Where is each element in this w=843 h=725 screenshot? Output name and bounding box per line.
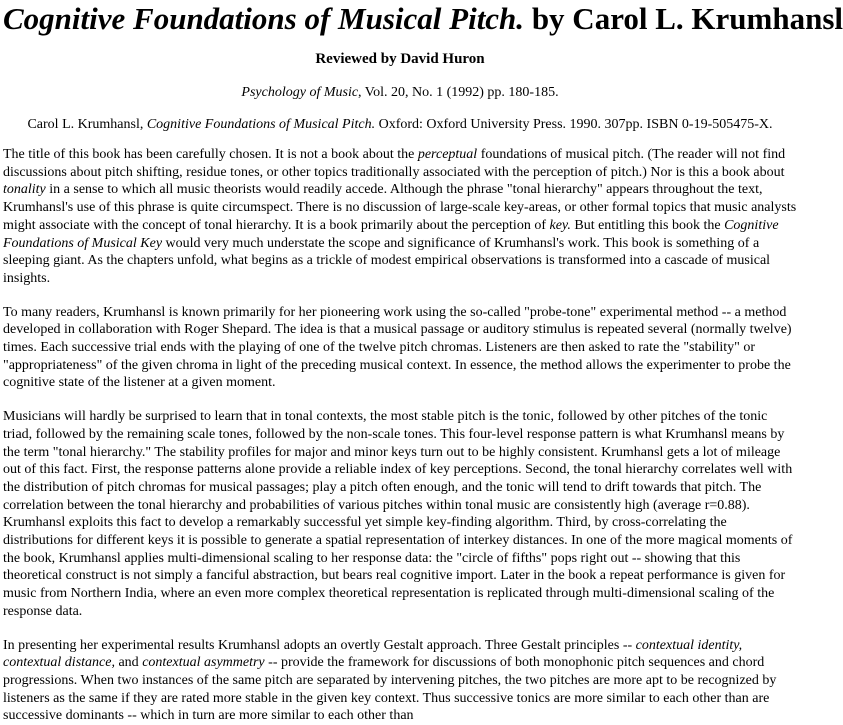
p4-text-a: In presenting her experimental results Krumhansl adopts an overtly Gestalt approach. Three Gestalt principles -- <box>3 637 636 653</box>
paragraph-2: To many readers, Krumhansl is known primarily for her pioneering work using the so-called "probe-tone" experimental method -- a method developed in collaboration with Roger Shepard. The idea is that a musical passage or auditory stimulus is repeated several (normally twelve) times. Each successive trial ends with the playing of one of the twelve pitch chromas. Listeners are then asked to rate the "stability" or "appropriateness" of the given chroma in light of the preceding musical context. In essence, the method allows the experimenter to probe the cognitive state of the listener at a given moment. <box>3 304 792 391</box>
p1-text-a: The title of this book has been carefully chosen. It is not a book about the <box>3 147 418 162</box>
p1-text-g: But entitling this book the <box>570 217 725 233</box>
paragraph-1 <box>3 146 797 288</box>
document-page <box>0 1 843 725</box>
p4-text-e: -- provide the framework for discussions of both monophonic pitch sequences and chord progressions. When two instances of the same pitch are separated by intervening pitches, the two pitches are more apt to be recognized by listeners as the same if they are rated more stable in the given key context. Thus successive tonics are more similar to each other than are successive dominants -- which in turn are more similar to each other than <box>3 655 777 724</box>
p1-italic-title: Cognitive Foundations of Musical Key <box>3 217 779 251</box>
p1-italic-tonality: tonality <box>3 182 46 198</box>
p1-italic-key: key. <box>549 217 571 233</box>
p4-italic-principles: contextual identity, contextual distance, <box>3 637 743 671</box>
reviewer-line: Reviewed by David Huron <box>315 51 485 67</box>
p1-italic-perceptual: perceptual <box>417 147 478 162</box>
book-publisher: Oxford: Oxford University Press. 1990. 307pp. ISBN 0-19-505475-X. <box>375 117 773 132</box>
title-author: by Carol L. Krumhansl <box>524 1 843 36</box>
journal-name: Psychology of Music <box>241 85 359 100</box>
page-title <box>3 1 843 36</box>
journal-citation <box>3 84 797 101</box>
title-book: Cognitive Foundations of Musical Pitch. <box>3 1 525 36</box>
p1-text-e: in a sense to which all music theorists would readily accede. Although the phrase "tonal hierarchy" appears throughout the text, Krumhansl's use of this phrase is quite circumspect. There is no discussion of large-scale key-areas, or other formal topics that music analysts might associate with the concept of tonal hierarchy. It is a book primarily about the perception of <box>3 182 797 233</box>
p1-text-i: would very much understate the scope and significance of Krumhansl's work. This book is something of a sleeping giant. As the chapters unfold, what begins as a trickle of modest empirical observations is transformed into a cascade of musical insights. <box>3 235 771 286</box>
book-title: Cognitive Foundations of Musical Pitch. <box>146 117 376 132</box>
book-reference <box>3 116 797 133</box>
paragraph-3: Musicians will hardly be surprised to learn that in tonal contexts, the most stable pitch is the tonic, followed by other pitches of the tonic triad, followed by the remaining scale tones, followed by the non-scale tones. This four-level response pattern is what Krumhansl means by the term "tonal hierarchy." The stability profiles for major and minor keys turn out to be highly consistent. Krumhansl gets a lot of mileage out of this fact. First, the response patterns alone provide a reliable index of key perceptions. Second, the tonal hierarchy correlates well with the distribution of pitch chromas for musical passages; play a pitch often enough, and the tonic will tend to drift towards that pitch. The correlation between the tonal hierarchy and probabilities of various pitches within tonal music are consistently high (average r=0.88). Krumhansl exploits this fact to develop a remarkably successful yet simple key-finding algorithm. Third, by cross-correlating the distributions for different keys it is possible to generate a spatial representation of interkey distances. In one of the more magical moments of the book, Krumhansl applies multi-dimensional scaling to her response data: the "circle of fifths" pops right out -- showing that this theoretical construct is not simply a fanciful abstraction, but bears real cognitive import. Later in the book a repeat performance is given for music from Northern India, where an even more complex theoretical representation is replicated through multi-dimensional scaling of the response data. <box>3 409 793 619</box>
book-author: Carol L. Krumhansl, <box>27 117 147 132</box>
p1-text-c: foundations of musical pitch. (The reader will not find discussions about pitch shifting, residue tones, or other topics traditionally associated with the perception of pitch.) Nor is this a book about <box>3 147 786 180</box>
p4-italic-asymmetry: contextual asymmetry <box>142 655 265 671</box>
paragraph-4 <box>3 637 797 725</box>
journal-details: , Vol. 20, No. 1 (1992) pp. 180-185. <box>358 85 559 100</box>
p4-text-c: and <box>114 655 143 671</box>
